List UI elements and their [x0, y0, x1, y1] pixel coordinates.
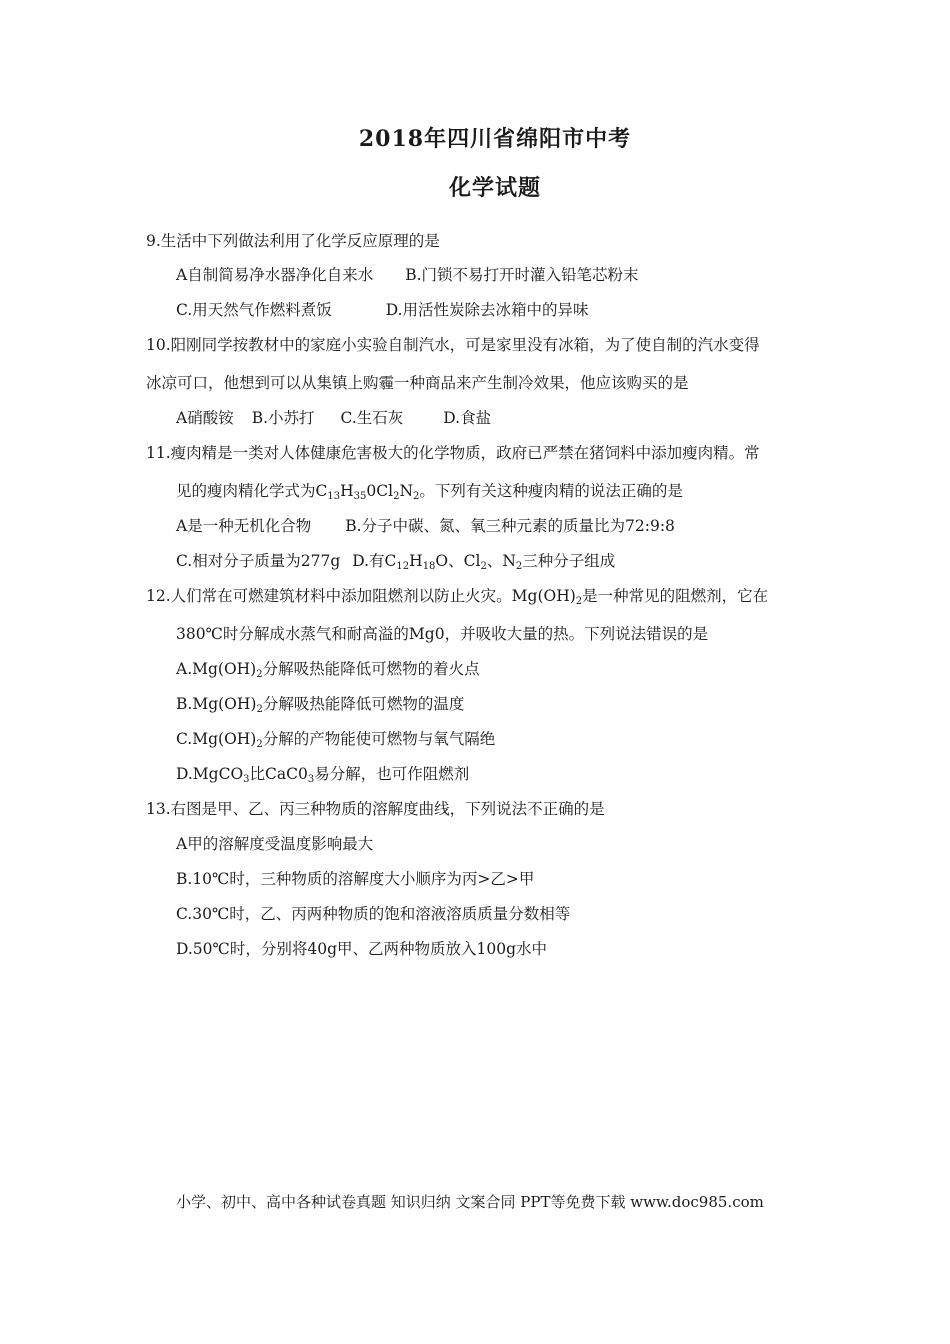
q9-option-c: C.用天然气作燃料煮饭 [176, 301, 332, 319]
q11-stem-line1: 11.瘦肉精是一类对人体健康危害极大的化学物质，政府已严禁在猪饲料中添加瘦肉精。常 [146, 444, 760, 462]
q10-stem-line1: 10.阳刚同学按教材中的家庭小实验自制汽水，可是家里没有冰箱，为了使自制的汽水变得 [146, 336, 760, 354]
q10-options [176, 407, 491, 429]
q12-stem-line2: 380℃时分解成水蒸气和耐高溢的Mg0，并吸收大量的热。下列说法错误的是 [176, 625, 709, 643]
q12-option-d: D.MgCO$_3$比$CaC0_3$易分解，也可作阻燃剂 [176, 765, 470, 785]
q13-option-d: D.50℃时，分别将40g甲、乙两种物质放入100g水中 [176, 940, 548, 958]
q11-option-d: D.有$C_{12}H_{18}O$、$Cl_2$、$N_2$三种分子组成 [352, 552, 616, 572]
q9-option-d: D.用活性炭除去冰箱中的异味 [385, 301, 589, 319]
q10-option-a: A硝酸铵 [176, 409, 234, 427]
q12-option-c: $C.Mg(OH)_2$分解的产物能使可燃物与氧气隔绝 [176, 730, 496, 750]
q13-option-a: A甲的溶解度受温度影响最大 [176, 835, 374, 853]
q11-option-c: C.相对分子质量为277g [176, 552, 341, 570]
q12-stem-line1: 12.人们常在可燃建筑材料中添加阻燃剂以防止火灾。$Mg(OH)_2$是一种常见的阻燃剂，它在 [146, 587, 769, 607]
q9-stem: 9.生活中下列做法利用了化学反应原理的是 [146, 232, 440, 250]
q12-option-a: $A.Mg(OH)_2$分解吸热能降低可燃物的着火点 [176, 660, 480, 680]
q9-options-row1 [176, 264, 639, 286]
exam-title: 2018年四川省绵阳市中考 [358, 126, 632, 152]
q12-option-b: $B.Mg(OH)_2$分解吸热能降低可燃物的温度 [176, 695, 465, 715]
q13-option-c: C.30℃时，乙、丙两种物质的饱和溶液溶质质量分数相等 [176, 905, 571, 923]
q10-option-c: C.生石灰 [340, 409, 404, 427]
exam-subtitle: 化学试题 [448, 175, 541, 201]
q9-option-a: A自制简易净水器净化自来水 [176, 266, 374, 284]
q10-option-b: B.小苏打 [251, 409, 315, 427]
q13-option-b: B.10℃时，三种物质的溶解度大小顺序为丙>乙>甲 [176, 870, 535, 888]
q11-options-row2 [176, 550, 615, 572]
q11-stem-line2: 见的瘦肉精化学式为$C_{13}H_{35}0Cl_2N_2$。下列有关这种瘦肉精的说法正确的是 [176, 482, 683, 502]
q11-options-row1 [176, 515, 675, 537]
q10-stem-line2: 冰凉可口，他想到可以从集镇上购霾一种商品来产生制冷效果，他应该购买的是 [146, 374, 689, 392]
q10-option-d: D.食盐 [443, 409, 492, 427]
q13-stem: 13.右图是甲、乙、丙三种物质的溶解度曲线，下列说法不正确的是 [146, 800, 605, 818]
q9-options-row2 [176, 299, 589, 321]
q11-option-b: B.分子中碳、氮、氧三种元素的质量比为72:9:8 [345, 517, 675, 535]
q11-option-a: A是一种无机化合物 [176, 517, 312, 535]
footer-download-note: 小学、初中、高中各种试卷真题 知识归纳 文案合同 PPT等免费下载 www.doc985.com [176, 1193, 764, 1211]
q9-option-b: B.门锁不易打开时灌入铅笔芯粉末 [405, 266, 639, 284]
